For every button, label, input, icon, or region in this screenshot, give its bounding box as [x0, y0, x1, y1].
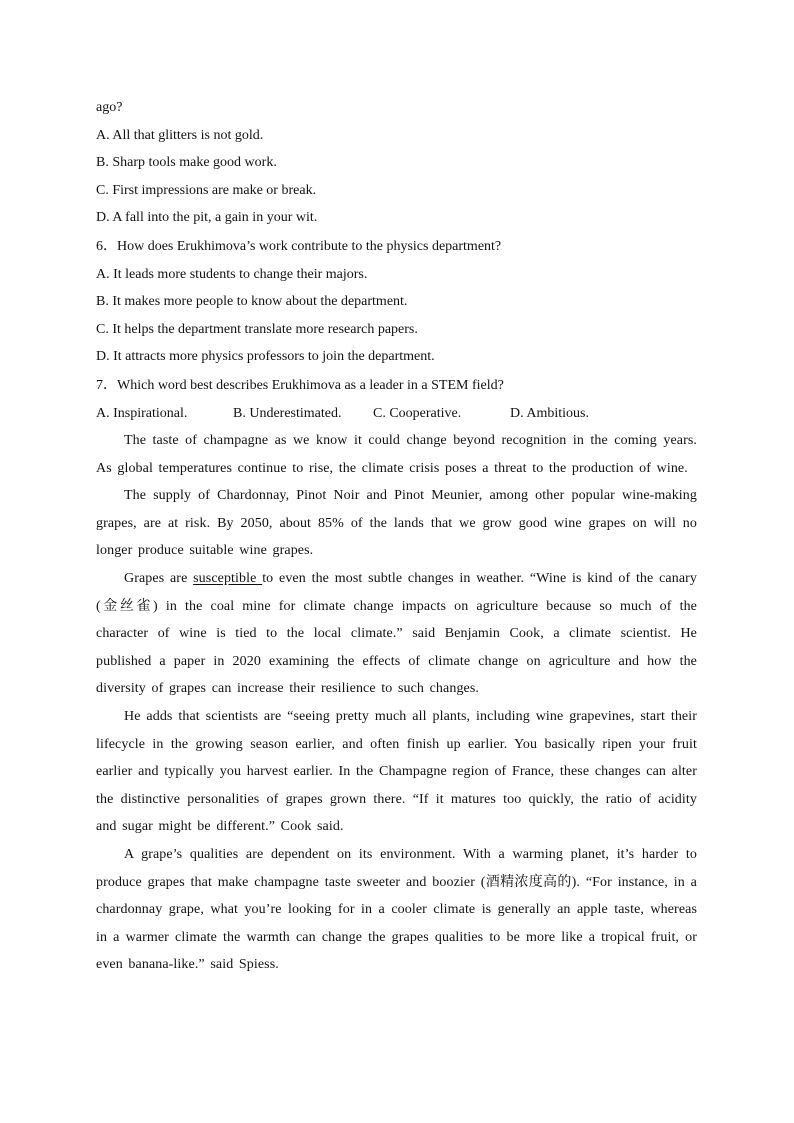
question-7-option-b: B. Underestimated.: [233, 405, 342, 421]
question-7: 7．Which word best describes Erukhimova as a leader in a STEM field?: [96, 377, 504, 393]
passage-paragraph-3: [96, 565, 697, 703]
paragraph-3-start: Grapes are: [124, 570, 194, 586]
underlined-word-susceptible: susceptible: [193, 570, 263, 586]
question-6: 6．How does Erukhimova’s work contribute to the physics department?: [96, 238, 502, 254]
question-6-option-a: A. It leads more students to change their majors.: [96, 266, 368, 282]
question-5-option-a: A. All that glitters is not gold.: [96, 127, 264, 143]
passage-paragraph-4: He adds that scientists are “seeing pretty much all plants, including wine grapevines, start their lifecycle in the growing season earlier, and often finish up earlier. You basically ripen your fruit earlier and typically you harvest earlier. In the Champagne region of France, these changes can alter the distinctive personalities of grapes grown there. “If it matures too quickly, the ratio of acidity and sugar might be different.” Cook said.: [96, 708, 697, 835]
question-7-option-a: A. Inspirational.: [96, 405, 188, 421]
paragraph-3-rest: to even the most subtle changes in weather. “Wine is kind of the canary (金丝雀) in the coal mine for climate change impacts on agriculture because so much of the character of wine is tied to the local climate.” said Benjamin Cook, a climate scientist. He published a paper in 2020 examining the effects of climate change on agriculture and how the diversity of grapes can increase their resilience to such changes.: [96, 570, 697, 697]
question-6-option-b: B. It makes more people to know about the department.: [96, 294, 408, 309]
question-5-option-b: B. Sharp tools make good work.: [96, 155, 277, 170]
passage-paragraph-1: The taste of champagne as we know it could change beyond recognition in the coming years. As global temperatures continue to rise, the climate crisis poses a threat to the production of wine.: [96, 433, 697, 476]
passage-paragraph-5: A grape’s qualities are dependent on its environment. With a warming planet, it’s harder to produce grapes that make champagne taste sweeter and boozier (酒精浓度高的). “For instance, in a chardonnay grape, what you’re looking for in a cooler climate is generally an apple taste, whereas in a warmer climate the warmth can change the grapes qualities to be more like a tropical fruit, or even banana-like.” said Spiess.: [96, 846, 697, 973]
question-5-option-d: D. A fall into the pit, a gain in your wit.: [96, 210, 318, 225]
question-5-option-c: C. First impressions are make or break.: [96, 182, 317, 198]
question-5-tail: ago?: [96, 100, 123, 115]
question-6-option-c: C. It helps the department translate more research papers.: [96, 321, 418, 337]
question-7-option-d: D. Ambitious.: [510, 405, 589, 421]
document-page: [96, 94, 697, 979]
passage-paragraph-2: The supply of Chardonnay, Pinot Noir and Pinot Meunier, among other popular wine-making grapes, are at risk. By 2050, about 85% of the lands that we grow good wine grapes on will no longer produce suitable wine grapes.: [96, 488, 697, 559]
question-6-option-d: D. It attracts more physics professors to join the department.: [96, 349, 435, 364]
question-7-options: [96, 400, 697, 428]
question-7-option-c: C. Cooperative.: [373, 405, 462, 421]
